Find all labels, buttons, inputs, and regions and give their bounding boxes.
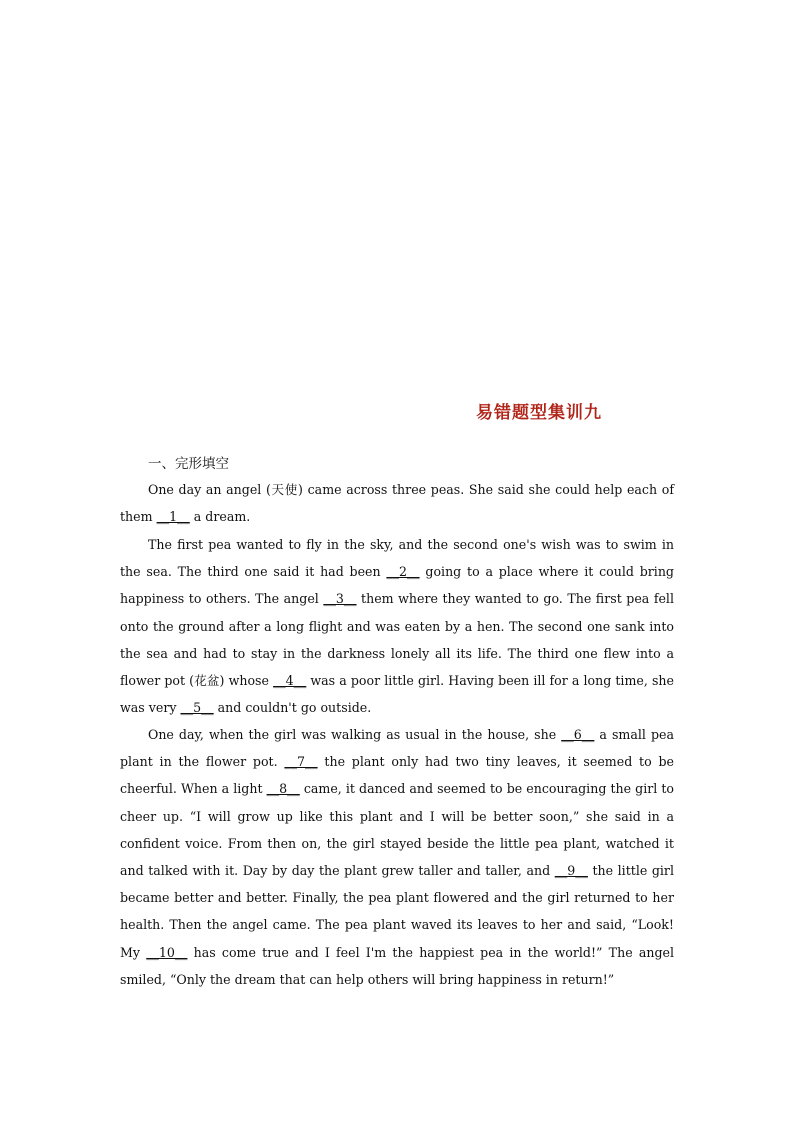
paragraph-text: has come true and I feel I'm the happiest pea in the world!” The angel smiled, “Only the dream that can help others will bring happiness in return!”: [120, 944, 674, 987]
cloze-blank: __8__: [266, 781, 300, 797]
paragraph-text: the little girl became better and better. Finally, the pea plant flowered and the girl returned to her health. Then the angel came. The pea plant waved its leaves to her and said, “Look! My: [120, 863, 674, 960]
paragraph-text: and couldn't go outside.: [213, 700, 372, 716]
paragraph-text: One day, when the girl was walking as usual in the house, she: [148, 727, 562, 742]
paragraph-3: [120, 721, 674, 993]
paragraph-2: [120, 531, 674, 721]
paragraph-text: going to a place where it could bring happiness to others. The angel: [120, 564, 674, 607]
cloze-blank: __2__: [386, 564, 420, 580]
section-heading: 一、完形填空: [148, 456, 229, 472]
cloze-blank: __10__: [146, 944, 188, 960]
paragraph-1: [120, 476, 674, 530]
cloze-blank: __3__: [323, 591, 357, 607]
paragraph-text: a dream.: [189, 509, 251, 525]
paragraph-text: The first pea wanted to fly in the sky, and the second one's wish was to swim in the sea. The third one said it had been: [120, 537, 674, 580]
cloze-blank: __6__: [561, 727, 595, 742]
cloze-blank: __9__: [554, 863, 588, 879]
paragraph-text: was a poor little girl. Having been ill for a long time, she was very: [120, 673, 674, 716]
paragraph-text: One day an angel (天使) came across three peas. She said she could help each of them: [120, 482, 674, 525]
cloze-blank: __4__: [273, 673, 307, 689]
paragraph-text: them where they wanted to go. The first pea fell onto the ground after a long flight and was eaten by a hen. The second one sank into the sea and had to stay in the darkness lonely all its life. The third one flew into a flower pot (花盆) whose: [120, 591, 674, 689]
paragraph-text: the plant only had two tiny leaves, it seemed to be cheerful. When a light: [120, 754, 674, 797]
cloze-blank: __1__: [156, 509, 190, 525]
paragraph-text: a small pea plant in the flower pot.: [120, 727, 674, 770]
paragraph-text: came, it danced and seemed to be encouraging the girl to cheer up. “I will grow up like this plant and I will be better soon,” she said in a confident voice. From then on, the girl stayed beside the little pea plant, watched it and talked with it. Day by day the plant grew taller and taller, and: [120, 781, 674, 879]
cloze-blank: __7__: [284, 754, 318, 770]
document-title: 易错题型集训九: [476, 403, 602, 423]
cloze-blank: __5__: [180, 700, 214, 716]
